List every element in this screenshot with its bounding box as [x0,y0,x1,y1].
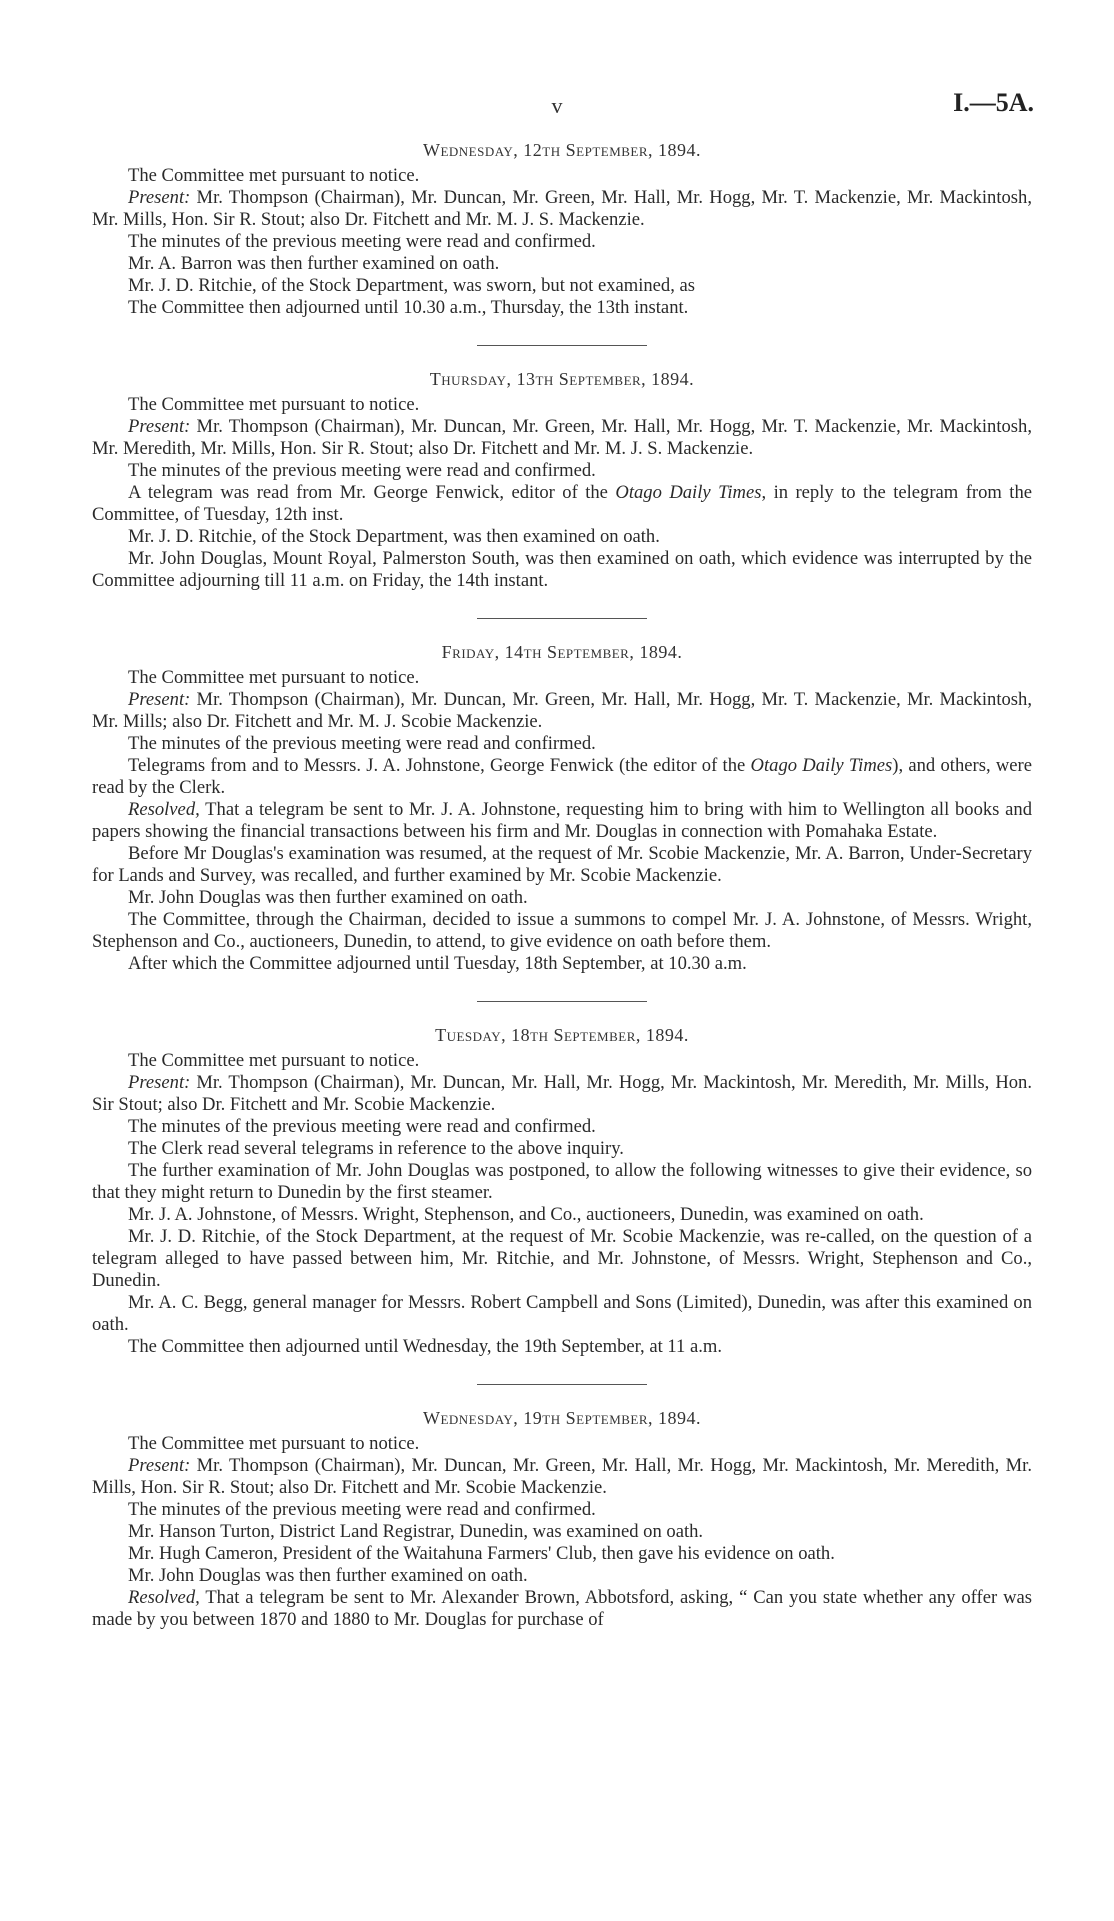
meeting-section [92,140,1032,319]
minutes-paragraph [92,275,1032,297]
paragraph-lead: Resolved, [128,1587,200,1608]
paragraph-text: Mr. J. D. Ritchie, of the Stock Department, was then examined on oath. [128,526,660,547]
minutes-paragraph [92,187,1032,231]
section-divider [477,345,647,346]
minutes-paragraph [92,526,1032,548]
meeting-section [92,369,1032,592]
minutes-paragraph [92,1521,1032,1543]
paragraph-text: Mr. Thompson (Chairman), Mr. Duncan, Mr. Green, Mr. Hall, Mr. Hogg, Mr. T. Mackenzie, Mr. Mackintosh, Mr. Meredith, Mr. Mills, Hon. Sir R. Stout; also Dr. Fitchett and Mr. M. J. S. Mackenzie. [92,416,1032,459]
minutes-paragraph [92,887,1032,909]
minutes-paragraph [92,1336,1032,1358]
paragraph-text: Mr. Hanson Turton, District Land Registrar, Dunedin, was examined on oath. [128,1521,704,1542]
section-divider [477,1001,647,1002]
paragraph-text: The Committee met pursuant to notice. [128,1433,420,1454]
minutes-paragraph [92,909,1032,953]
page-number: v [551,93,563,118]
paragraph-text: That a telegram be sent to Mr. J. A. Johnstone, requesting him to bring with him to Wellington all books and papers showing the financial transactions between his firm and Mr. Douglas in connection with Pomahaka Estate. [92,799,1032,842]
minutes-paragraph [92,799,1032,843]
minutes-paragraph [92,460,1032,482]
minutes-paragraph [92,165,1032,187]
minutes-paragraph [92,482,1032,526]
paragraph-text: After which the Committee adjourned until Tuesday, 18th September, at 10.30 a.m. [128,953,747,974]
section-divider [477,1384,647,1385]
minutes-paragraph [92,1433,1032,1455]
paragraph-text: Mr. Thompson (Chairman), Mr. Duncan, Mr. Hall, Mr. Hogg, Mr. Mackintosh, Mr. Meredith, Mr. Mills, Hon. Sir Stout; also Dr. Fitchett and Mr. Scobie Mackenzie. [92,1072,1032,1115]
paragraph-text: The minutes of the previous meeting were read and confirmed. [128,231,596,252]
paragraph-lead: Present: [128,689,191,710]
minutes-paragraph [92,689,1032,733]
meeting-date: Friday, 14th September, 1894. [441,642,683,662]
paragraph-text: Mr. Thompson (Chairman), Mr. Duncan, Mr. Green, Mr. Hall, Mr. Hogg, Mr. T. Mackenzie, Mr. Mackintosh, Mr. Mills; also Dr. Fitchett and Mr. M. J. Scobie Mackenzie. [92,689,1032,732]
paragraph-lead: Present: [128,1455,191,1476]
paragraph-lead: Present: [128,1072,191,1093]
minutes-paragraph [92,1565,1032,1587]
meeting-section [92,1025,1032,1358]
minutes-paragraph [92,231,1032,253]
minutes-paragraph [92,1160,1032,1204]
document-reference: I.—5A. [953,88,1034,117]
minutes-paragraph [92,1226,1032,1292]
minutes-paragraph [92,416,1032,460]
minutes-paragraph [92,1204,1032,1226]
minutes-paragraph [92,953,1032,975]
minutes-paragraph [92,1292,1032,1336]
paragraph-text: The minutes of the previous meeting were read and confirmed. [128,733,596,754]
paragraph-text: Mr. Hugh Cameron, President of the Waitahuna Farmers' Club, then gave his evidence on oath. [128,1543,835,1564]
paragraph-text: The further examination of Mr. John Douglas was postponed, to allow the following witnesses to give their evidence, so that they might return to Dunedin by the first steamer. [92,1160,1032,1203]
minutes-body [92,140,1032,1631]
paragraph-lead: Resolved, [128,799,200,820]
paragraph-text: The Clerk read several telegrams in reference to the above inquiry. [128,1138,624,1159]
paragraph-text: Mr. Thompson (Chairman), Mr. Duncan, Mr. Green, Mr. Hall, Mr. Hogg, Mr. Mackintosh, Mr. Meredith, Mr. Mills, Hon. Sir R. Stout; also Dr. Fitchett and Mr. Scobie Mackenzie. [92,1455,1032,1498]
paragraph-text: A telegram was read from Mr. George Fenwick, editor of the [128,482,616,503]
meeting-section [92,1408,1032,1631]
minutes-paragraph [92,843,1032,887]
paragraph-text-tail: , in reply to the telegram from the Committee, of Tuesday, 12th inst. [92,482,1032,525]
minutes-paragraph [92,1455,1032,1499]
minutes-paragraph [92,1072,1032,1116]
section-divider [477,618,647,619]
paragraph-text-tail: ), and others, were read by the Clerk. [92,755,1032,798]
minutes-paragraph [92,1587,1032,1631]
paragraph-text: Mr. J. D. Ritchie, of the Stock Department, was sworn, but not examined, as [128,275,696,296]
paragraph-text: The minutes of the previous meeting were read and confirmed. [128,460,596,481]
paragraph-text: That a telegram be sent to Mr. Alexander Brown, Abbotsford, asking, “ Can you state whether any offer was made by you between 1870 and 1880 to Mr. Douglas for purchase of [92,1587,1032,1630]
paragraph-text: The minutes of the previous meeting were read and confirmed. [128,1499,596,1520]
minutes-paragraph [92,1116,1032,1138]
paragraph-text: The Committee met pursuant to notice. [128,1050,420,1071]
paragraph-text: Mr. John Douglas was then further examined on oath. [128,887,528,908]
publication-title: Otago Daily Times [750,755,893,776]
paragraph-text: Mr. J. D. Ritchie, of the Stock Department, at the request of Mr. Scobie Mackenzie, was re-called, on the question of a telegram alleged to have passed between him, Mr. Ritchie, and Mr. Johnstone, of Messrs. Wright, Stephenson and Co., Dunedin. [92,1226,1032,1291]
paragraph-lead: Present: [128,187,191,208]
paragraph-text: The Committee then adjourned until Wednesday, the 19th September, at 11 a.m. [128,1336,722,1357]
minutes-paragraph [92,667,1032,689]
minutes-paragraph [92,733,1032,755]
paragraph-text: The Committee met pursuant to notice. [128,165,420,186]
paragraph-text: Mr. J. A. Johnstone, of Messrs. Wright, Stephenson, and Co., auctioneers, Dunedin, was examined on oath. [128,1204,924,1225]
minutes-paragraph [92,1543,1032,1565]
paragraph-text: Before Mr Douglas's examination was resumed, at the request of Mr. Scobie Mackenzie, Mr. A. Barron, Under-Secretary for Lands and Survey, was recalled, and further examined by Mr. Scobie Mackenzie. [92,843,1032,886]
minutes-paragraph [92,394,1032,416]
meeting-date: Thursday, 13th September, 1894. [429,369,695,389]
paragraph-text: The Committee met pursuant to notice. [128,394,420,415]
meeting-date: Tuesday, 18th September, 1894. [435,1025,689,1045]
paragraph-text: Mr. A. C. Begg, general manager for Messrs. Robert Campbell and Sons (Limited), Dunedin, was after this examined on oath. [92,1292,1032,1335]
minutes-paragraph [92,548,1032,592]
paragraph-text: Telegrams from and to Messrs. J. A. Johnstone, George Fenwick (the editor of the [128,755,751,776]
paragraph-text: The minutes of the previous meeting were read and confirmed. [128,1116,596,1137]
minutes-paragraph [92,297,1032,319]
minutes-paragraph [92,755,1032,799]
meeting-date: Wednesday, 19th September, 1894. [422,1408,702,1428]
minutes-paragraph [92,1499,1032,1521]
paragraph-lead: Present: [128,416,191,437]
paragraph-text: The Committee met pursuant to notice. [128,667,420,688]
meeting-date: Wednesday, 12th September, 1894. [422,140,702,160]
minutes-paragraph [92,1050,1032,1072]
paragraph-text: The Committee then adjourned until 10.30 a.m., Thursday, the 13th instant. [128,297,689,318]
publication-title: Otago Daily Times [615,482,762,503]
paragraph-text: Mr. Thompson (Chairman), Mr. Duncan, Mr. Green, Mr. Hall, Mr. Hogg, Mr. T. Mackenzie, Mr. Mackintosh, Mr. Mills, Hon. Sir R. Stout; also Dr. Fitchett and Mr. M. J. S. Mackenzie. [92,187,1032,230]
meeting-section [92,642,1032,975]
minutes-paragraph [92,253,1032,275]
paragraph-text: Mr. John Douglas was then further examined on oath. [128,1565,528,1586]
paragraph-text: Mr. John Douglas, Mount Royal, Palmerston South, was then examined on oath, which evidence was interrupted by the Committee adjourning till 11 a.m. on Friday, the 14th instant. [92,548,1032,591]
paragraph-text: The Committee, through the Chairman, decided to issue a summons to compel Mr. J. A. Johnstone, of Messrs. Wright, Stephenson and Co., auctioneers, Dunedin, to attend, to give evidence on oath before them. [92,909,1032,952]
paragraph-text: Mr. A. Barron was then further examined on oath. [128,253,500,274]
minutes-paragraph [92,1138,1032,1160]
